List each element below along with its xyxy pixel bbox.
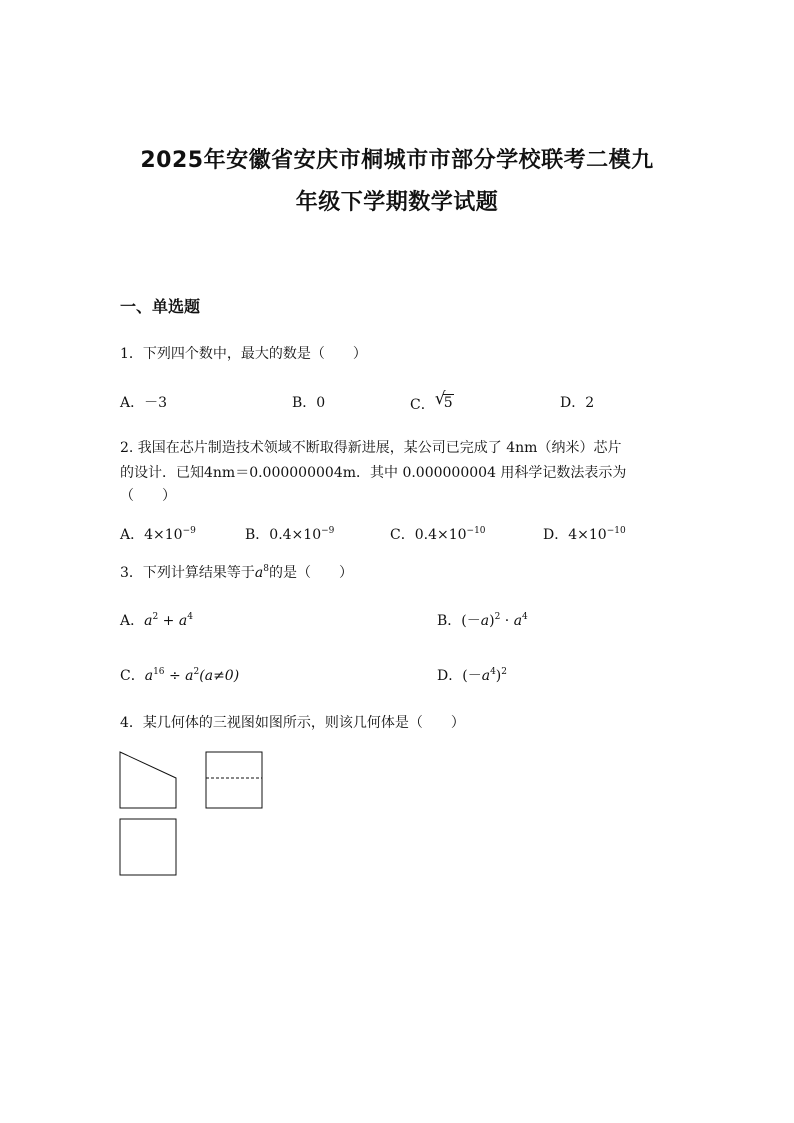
q1-option-d[interactable] [560, 392, 594, 412]
q3-option-c-expression: $a^{16} \div a^2$ [144, 667, 200, 684]
question-2-line-2 [120, 462, 626, 482]
q3-option-d[interactable] [437, 665, 507, 685]
q2-option-c-exponent: −10 [466, 526, 486, 536]
q1-option-c[interactable] [410, 389, 454, 414]
q3-option-c[interactable] [120, 665, 239, 685]
q2-line2-pre: 的设计．已知 [120, 465, 204, 481]
q3-option-c-label: C． [120, 668, 145, 684]
question-2-line-1: 2. 我国在芯片制造技术领域不断取得新进展，某公司已完成了 4nm（纳米）芯片 [120, 440, 622, 456]
q2-option-a-base: 4×10 [144, 527, 183, 543]
radical-sign-icon: √ [434, 389, 446, 409]
q3-option-b-label: B． [437, 613, 462, 629]
front-view-figure [118, 750, 180, 812]
q1-option-c-radicand: 5 [443, 395, 453, 411]
q3-option-d-label: D． [437, 668, 463, 684]
q1-option-a[interactable] [120, 392, 167, 412]
q2-option-b-exponent: −9 [321, 526, 335, 536]
question-4-stem: 4．某几何体的三视图如图所示，则该几何体是（ ） [120, 715, 465, 731]
q2-option-c-base: 0.4×10 [414, 527, 467, 543]
q3-option-a-expression: $a^2 + a^4$ [144, 612, 193, 629]
section-heading: 一、单选题 [120, 297, 201, 316]
q1-option-a-label: A． [120, 395, 145, 411]
question-3-stem [120, 562, 353, 582]
q2-line2-post: ．其中 0.000000004 用科学记数法表示为 [356, 465, 627, 481]
q1-option-b-value: 0 [316, 395, 326, 411]
question-2-line-3: （ ） [120, 488, 176, 504]
q2-line2-equation: 4nm＝0.000000004m [204, 465, 356, 481]
q2-option-a-label: A． [120, 527, 145, 543]
q3-stem-pre: 3．下列计算结果等于 [120, 565, 255, 581]
q3-option-d-expression: $(-a^4)^2$ [462, 667, 507, 684]
q3-option-a[interactable] [120, 610, 193, 630]
q3-stem-exponent: 8 [263, 564, 270, 574]
q3-option-c-condition: (a≠0) [199, 668, 240, 684]
page-title-line-1: 2025年安徽省安庆市桐城市市部分学校联考二模九 [140, 148, 654, 173]
q2-option-d-label: D． [543, 527, 569, 543]
q2-option-a-exponent: −9 [182, 526, 196, 536]
question-1-stem: 1．下列四个数中，最大的数是（ ） [120, 346, 367, 362]
q2-option-d-exponent: −10 [606, 526, 626, 536]
q1-option-d-label: D． [560, 395, 586, 411]
q3-stem-post: 的是（ ） [269, 565, 354, 581]
q1-option-b-label: B． [292, 395, 317, 411]
q1-option-a-value: －3 [144, 395, 168, 411]
page-title-line-2: 年级下学期数学试题 [295, 190, 499, 215]
q2-option-c[interactable] [390, 524, 486, 544]
q1-option-b[interactable] [292, 392, 325, 412]
q3-stem-variable: a [254, 565, 264, 581]
side-view-figure [204, 750, 266, 812]
q2-option-d-base: 4×10 [568, 527, 607, 543]
top-view-figure [118, 817, 180, 879]
q2-option-a[interactable] [120, 524, 196, 544]
q3-option-b-expression: $(-a)^2 \cdot a^4$ [461, 612, 528, 629]
q2-option-b[interactable] [245, 524, 334, 544]
q1-option-d-value: 2 [585, 395, 595, 411]
q3-option-a-label: A． [120, 613, 145, 629]
q1-option-c-sqrt [434, 389, 454, 413]
q2-option-c-label: C． [390, 527, 415, 543]
q2-option-d[interactable] [543, 524, 626, 544]
q1-option-c-label: C． [410, 397, 435, 413]
q2-option-b-base: 0.4×10 [269, 527, 322, 543]
q2-option-b-label: B． [245, 527, 270, 543]
q3-option-b[interactable] [437, 610, 528, 630]
